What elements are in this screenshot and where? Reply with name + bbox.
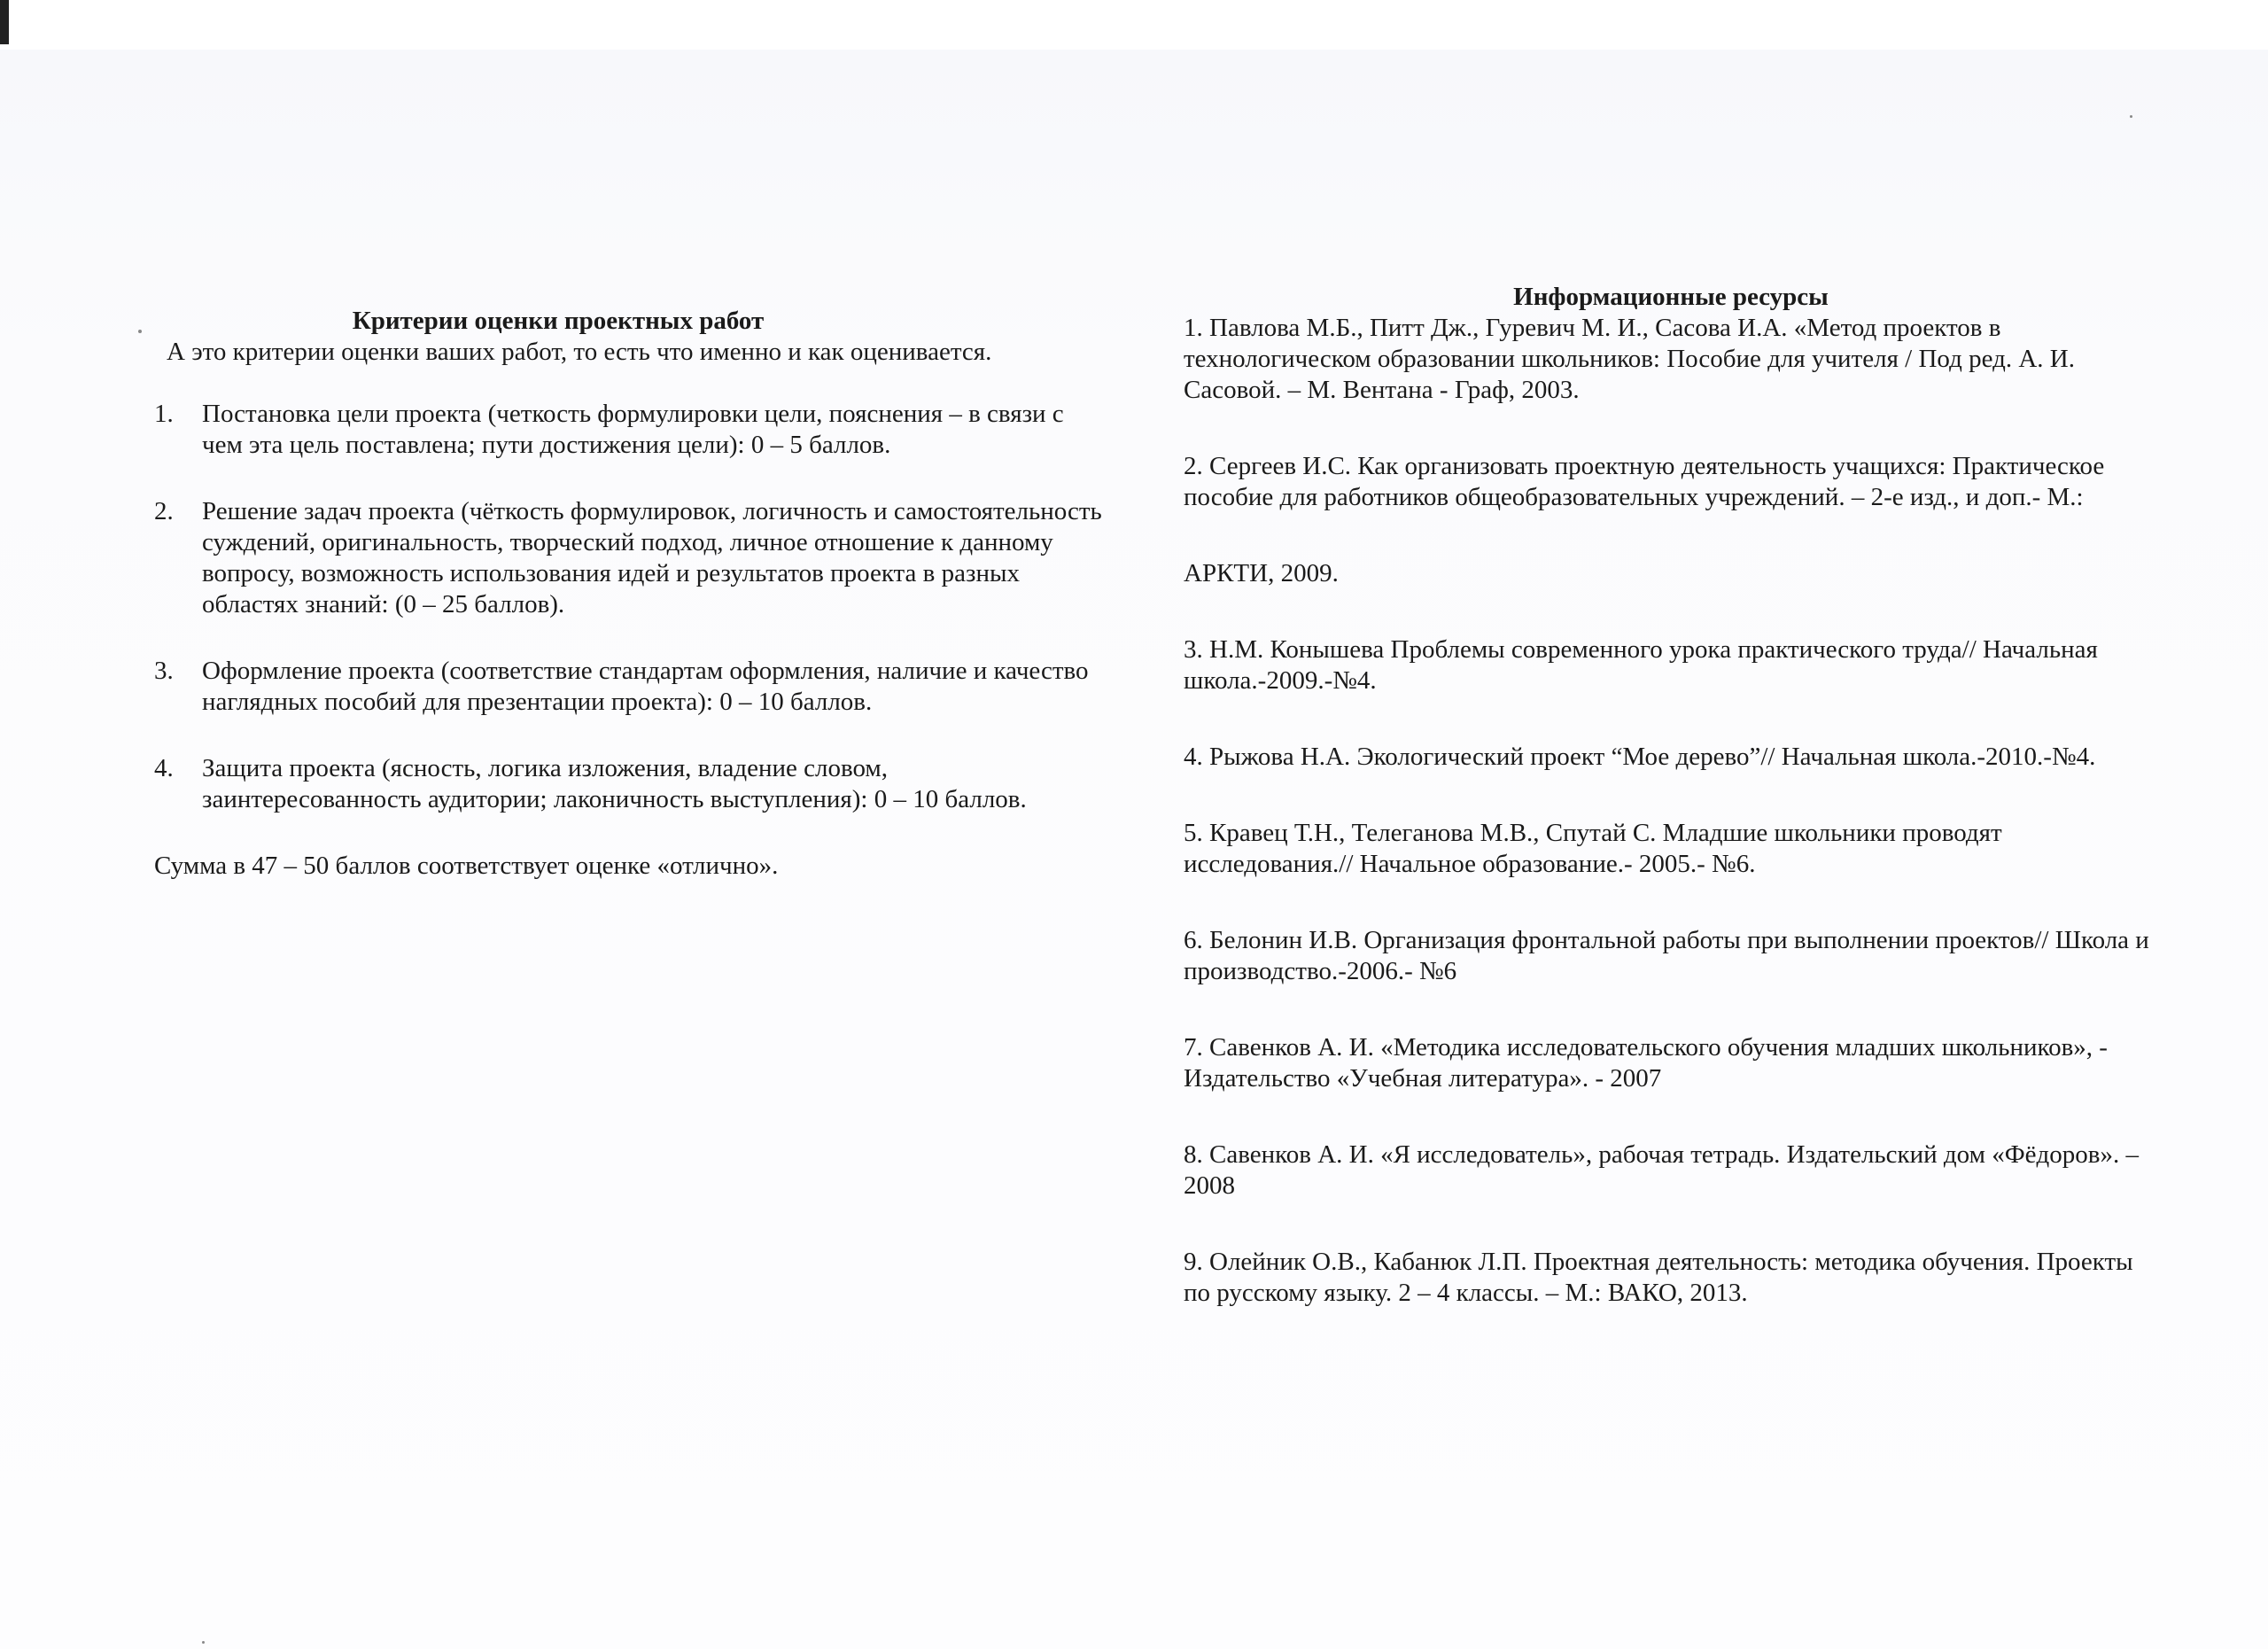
resource-item: 2. Сергеев И.С. Как организовать проектную деятельность учащихся: Практическое пособие для работников общеобразовательных учреждений. – 2-е изд., и доп.- М.: bbox=[1184, 452, 2105, 511]
criteria-item-number: 4. bbox=[154, 754, 174, 782]
criteria-item-number: 2. bbox=[154, 497, 174, 525]
resource-item: 7. Савенков А. И. «Методика исследовательского обучения младших школьников», - Издательство «Учебная литература». - 2007 bbox=[1184, 1033, 2108, 1093]
criteria-item bbox=[151, 496, 1107, 620]
scan-speck bbox=[202, 1641, 205, 1644]
resource-item: 3. Н.М. Конышева Проблемы современного урока практического труда// Начальная школа.-2009.-№4. bbox=[1184, 635, 2098, 695]
resource-item: 8. Савенков А. И. «Я исследователь», рабочая тетрадь. Издательский дом «Фёдоров». – 2008 bbox=[1184, 1140, 2139, 1200]
criteria-item bbox=[151, 753, 1107, 815]
scan-speck bbox=[2130, 115, 2132, 118]
criteria-intro: А это критерии оценки ваших работ, то есть что именно и как оценивается. bbox=[167, 338, 992, 366]
criteria-item-number: 3. bbox=[154, 657, 174, 685]
criteria-list bbox=[151, 399, 1107, 815]
resource-item: 1. Павлова М.Б., Питт Дж., Гуревич М. И., Сасова И.А. «Метод проектов в технологическом образовании школьников: Пособие для учителя / Под ред. А. И. Сасовой. – М. Вентана - Граф, 2003. bbox=[1184, 314, 2075, 404]
resource-item: 6. Белонин И.В. Организация фронтальной работы при выполнении проектов// Школа и производство.-2006.- №6 bbox=[1184, 926, 2149, 985]
criteria-item-number: 1. bbox=[154, 400, 174, 428]
criteria-item bbox=[151, 656, 1107, 718]
criteria-item-text: Защита проекта (ясность, логика изложения, владение словом, заинтересованность аудитории; лаконичность выступления): 0 – 10 баллов. bbox=[202, 754, 1027, 813]
resource-item: 9. Олейник О.В., Кабанюк Л.П. Проектная деятельность: методика обучения. Проекты по русскому языку. 2 – 4 классы. – М.: ВАКО, 2013. bbox=[1184, 1248, 2133, 1307]
criteria-summary: Сумма в 47 – 50 баллов соответствует оценке «отлично». bbox=[154, 852, 779, 880]
resources-title: Информационные ресурсы bbox=[1513, 283, 1829, 311]
scan-top-strip bbox=[0, 0, 2268, 50]
scan-speck bbox=[138, 330, 142, 333]
resources-section bbox=[1184, 282, 2158, 1354]
criteria-item-text: Оформление проекта (соответствие стандартам оформления, наличие и качество наглядных пособий для презентации проекта): 0 – 10 баллов. bbox=[202, 657, 1089, 716]
resource-item: 4. Рыжова Н.А. Экологический проект “Мое дерево”// Начальная школа.-2010.-№4. bbox=[1184, 743, 2096, 771]
criteria-item bbox=[151, 399, 1107, 461]
criteria-item-text: Постановка цели проекта (четкость формулировки цели, пояснения – в связи с чем эта цель поставлена; пути достижения цели): 0 – 5 баллов. bbox=[202, 400, 1064, 459]
criteria-title: Критерии оценки проектных работ bbox=[352, 307, 765, 335]
criteria-section bbox=[151, 306, 1107, 882]
scan-corner-mark bbox=[0, 0, 9, 44]
resource-item: 5. Кравец Т.Н., Телеганова М.В., Спутай С. Младшие школьники проводят исследования.// Начальное образование.- 2005.- №6. bbox=[1184, 819, 2002, 878]
resource-item: АРКТИ, 2009. bbox=[1184, 559, 1339, 587]
criteria-item-text: Решение задач проекта (чёткость формулировок, логичность и самостоятельность суждений, оригинальность, творческий подход, личное отношение к данному вопросу, возможность использования идей и результатов проекта в разных областях знаний: (0 – 25 баллов). bbox=[202, 497, 1102, 618]
